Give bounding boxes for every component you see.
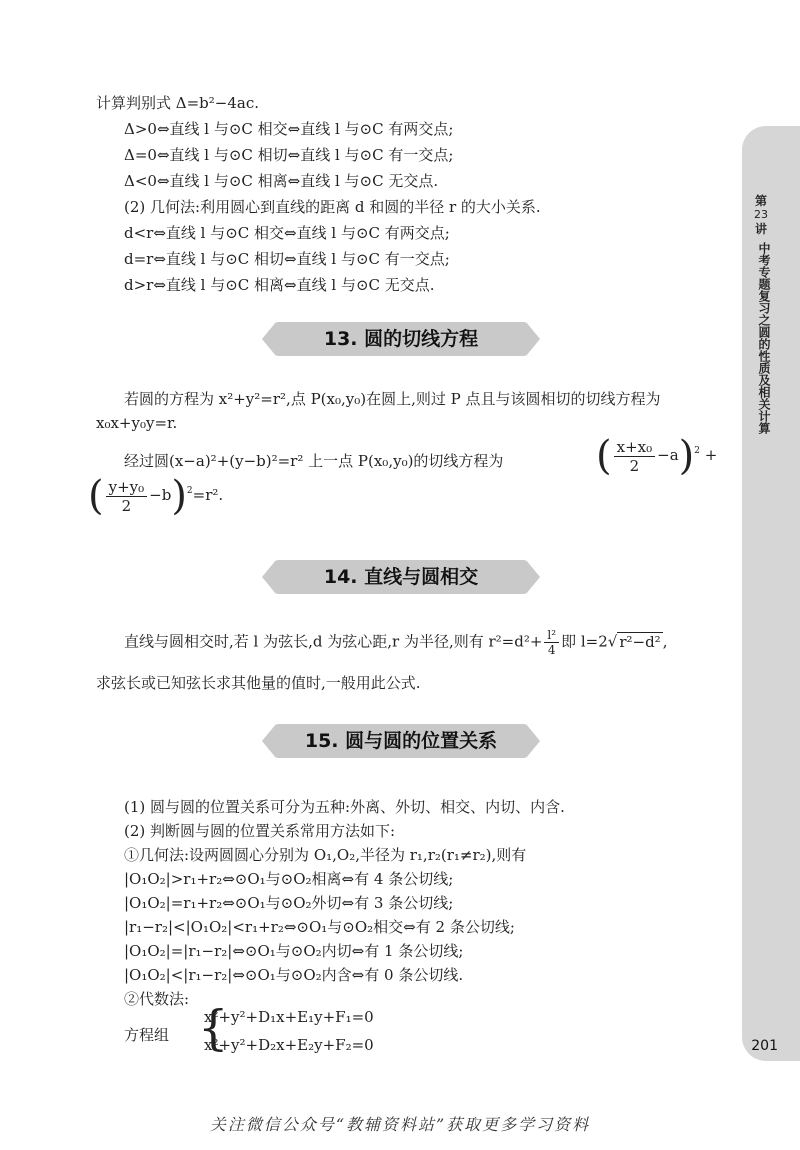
exponent: 2 bbox=[186, 486, 193, 496]
fraction bbox=[614, 438, 656, 475]
chapter-suffix: 讲 bbox=[754, 222, 767, 236]
text-span: 直线与圆相交时,若 l 为弦长,d 为弦心距,r 为半径,则有 r²=d²+ bbox=[124, 632, 543, 651]
text-line: (2) 判断圆与圆的位置关系常用方法如下: bbox=[124, 822, 396, 840]
text-span: , bbox=[662, 632, 668, 651]
text-span: =r². bbox=[192, 486, 224, 504]
text-line: d=r⇔直线 l 与⊙C 相切⇔直线 l 与⊙C 有一交点; bbox=[124, 250, 450, 268]
text-line: |O₁O₂|=r₁+r₂⇔⊙O₁与⊙O₂外切⇔有 3 条公切线; bbox=[124, 894, 454, 912]
text-line: |r₁−r₂|<|O₁O₂|<r₁+r₂⇔⊙O₁与⊙O₂相交⇔有 2 条公切线; bbox=[124, 918, 515, 936]
section-heading: 15. 圆与圆的位置关系 bbox=[276, 724, 526, 758]
brace-symbol: { bbox=[198, 1000, 229, 1056]
text-line: |O₁O₂|<|r₁−r₂|⇔⊙O₁与⊙O₂内含⇔有 0 条公切线. bbox=[124, 966, 464, 984]
section-heading: 13. 圆的切线方程 bbox=[276, 322, 526, 356]
exponent: 2 bbox=[694, 446, 700, 456]
text-line: d<r⇔直线 l 与⊙C 相交⇔直线 l 与⊙C 有两交点; bbox=[124, 224, 450, 242]
fraction bbox=[106, 478, 148, 515]
equation: x²+y²+D₂x+E₂y+F₂=0 bbox=[204, 1036, 374, 1054]
fraction-numerator: y+y₀ bbox=[106, 478, 148, 497]
system-label: 方程组 bbox=[124, 1026, 170, 1044]
text-line bbox=[124, 450, 503, 471]
text-line bbox=[124, 628, 667, 657]
text-line: ①几何法:设两圆圆心分别为 O₁,O₂,半径为 r₁,r₂(r₁≠r₂),则有 bbox=[124, 846, 527, 864]
left-paren: ( bbox=[596, 433, 612, 479]
right-paren: ) bbox=[678, 433, 695, 479]
section-heading: 14. 直线与圆相交 bbox=[276, 560, 526, 594]
text-line: d>r⇔直线 l 与⊙C 相离⇔直线 l 与⊙C 无交点. bbox=[124, 276, 435, 294]
text-line: x₀x+y₀y=r. bbox=[96, 414, 178, 432]
text-line: |O₁O₂|>r₁+r₂⇔⊙O₁与⊙O₂相离⇔有 4 条公切线; bbox=[124, 870, 454, 888]
formula-part bbox=[596, 433, 718, 479]
text-span: 即 l=2 bbox=[561, 632, 608, 651]
text-line: 计算判别式 Δ=b²−4ac. bbox=[96, 94, 260, 112]
text-span: + bbox=[704, 446, 718, 464]
sqrt-body: r²−d² bbox=[619, 632, 661, 651]
text-line: (2) 几何法:利用圆心到直线的距离 d 和圆的半径 r 的大小关系. bbox=[124, 198, 541, 216]
text-span: −a bbox=[657, 446, 679, 464]
fraction-denominator: 4 bbox=[547, 643, 556, 657]
fraction bbox=[544, 628, 559, 657]
sqrt-symbol: √ bbox=[607, 632, 618, 651]
chapter-sidebar bbox=[742, 126, 800, 1061]
equation: x²+y²+D₁x+E₁y+F₁=0 bbox=[204, 1008, 374, 1026]
formula-part bbox=[88, 473, 224, 519]
text-line: ②代数法: bbox=[124, 990, 190, 1008]
footer-note: 关注微信公众号“教辅资料站”获取更多学习资料 bbox=[209, 1115, 591, 1134]
chapter-title: 中考专题复习之圆的性质及相关计算 bbox=[757, 242, 771, 434]
text-line: |O₁O₂|=|r₁−r₂|⇔⊙O₁与⊙O₂内切⇔有 1 条公切线; bbox=[124, 942, 464, 960]
text-span: 经过圆(x−a)²+(y−b)²=r² 上一点 P(x₀,y₀)的切线方程为 bbox=[124, 452, 504, 470]
fraction-denominator: 2 bbox=[629, 456, 640, 475]
text-line: 若圆的方程为 x²+y²=r²,点 P(x₀,y₀)在圆上,则过 P 点且与该圆相切的切线方程为 bbox=[124, 390, 661, 408]
page-number: 201 bbox=[751, 1038, 778, 1054]
text-line: Δ=0⇔直线 l 与⊙C 相切⇔直线 l 与⊙C 有一交点; bbox=[124, 146, 454, 164]
text-span: −b bbox=[149, 486, 172, 504]
text-line: Δ>0⇔直线 l 与⊙C 相交⇔直线 l 与⊙C 有两交点; bbox=[124, 120, 454, 138]
text-line: 求弦长或已知弦长求其他量的值时,一般用此公式. bbox=[96, 674, 421, 692]
right-paren: ) bbox=[171, 473, 187, 519]
left-paren: ( bbox=[88, 473, 104, 519]
chapter-label bbox=[750, 194, 772, 434]
fraction-numerator: x+x₀ bbox=[614, 438, 656, 457]
fraction-numerator: l² bbox=[544, 628, 559, 643]
text-line: (1) 圆与圆的位置关系可分为五种:外离、外切、相交、内切、内含. bbox=[124, 798, 565, 816]
chapter-number: 23 bbox=[754, 208, 768, 221]
chapter-prefix: 第 bbox=[754, 194, 767, 208]
fraction-denominator: 2 bbox=[121, 496, 132, 515]
text-line: Δ<0⇔直线 l 与⊙C 相离⇔直线 l 与⊙C 无交点. bbox=[124, 172, 439, 190]
